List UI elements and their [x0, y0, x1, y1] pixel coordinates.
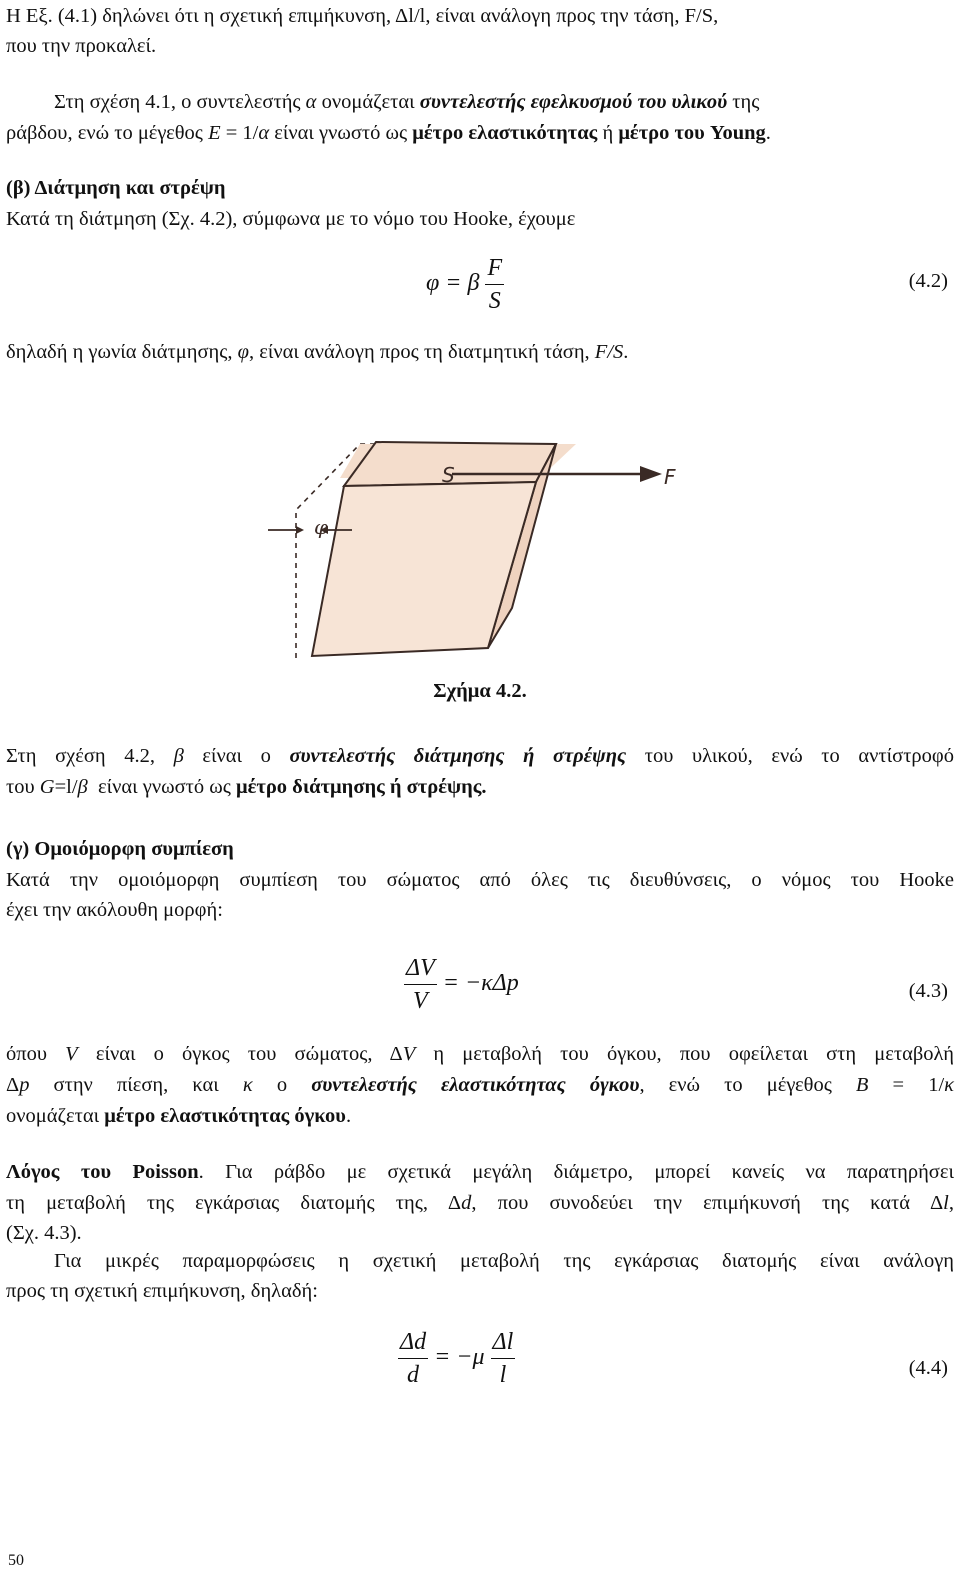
- term-poisson-ratio: Λόγος του Poisson: [6, 1161, 199, 1183]
- equation-4-3: [404, 952, 519, 1017]
- phi-arrowhead-left: [296, 526, 304, 534]
- p3-line2: [6, 773, 954, 801]
- p2-line2: [6, 119, 954, 147]
- p1-line1-text: Η Εξ. (4.1) δηλώνει ότι η σχετική επιμήκυνση, Δl/l, είναι ανάλογη προς την τάση, F/S,: [6, 5, 719, 27]
- text: είναι γνωστό ως: [87, 776, 236, 798]
- poisson-line5: προς τη σχετική επιμήκυνση, δηλαδή:: [6, 1280, 318, 1302]
- poisson-line4: Για μικρές παραμορφώσεις η σχετική μεταβολή της εγκάρσιας διατομής είναι ανάλογη: [54, 1250, 954, 1272]
- eq-4-2-denominator: S: [488, 288, 501, 314]
- B-symbol: B: [855, 1074, 869, 1096]
- p4-line2: [6, 1071, 954, 1099]
- block-front-face: [312, 482, 536, 656]
- text: είναι ο: [183, 745, 290, 767]
- text: Δ: [6, 1074, 20, 1096]
- beta-symbol: β: [77, 776, 88, 798]
- section-c-heading: (γ) Ομοιόμορφη συμπίεση: [6, 838, 234, 860]
- term-bulk-modulus: μέτρο ελαστικότητας όγκου: [104, 1105, 346, 1127]
- p1-line2-text: που την προκαλεί.: [6, 35, 157, 57]
- E-symbol: E: [208, 122, 221, 144]
- equation-4-4: [398, 1326, 515, 1391]
- label-S: S: [442, 463, 455, 487]
- p2-line1: [54, 88, 954, 116]
- text: ,: [948, 1192, 954, 1214]
- p2-text: ράβδου, ενώ το μέγεθος: [6, 122, 209, 144]
- text: , ενώ το μέγεθος: [639, 1074, 856, 1096]
- poisson-line3: (Σχ. 4.3).: [6, 1222, 82, 1244]
- term-tensile-coefficient: συντελεστής εφελκυσμού του υλικού: [419, 91, 728, 113]
- kappa-symbol: κ: [944, 1074, 955, 1096]
- text: όπου: [6, 1043, 66, 1065]
- F-over-S: F/S: [594, 341, 624, 363]
- p2-text: = 1/: [220, 122, 259, 144]
- text: .: [345, 1105, 352, 1127]
- text: , που συνοδεύει την επιμήκυνσή της κατά Δ: [471, 1192, 944, 1214]
- term-young-modulus: μέτρο του Young: [618, 122, 766, 144]
- text: δηλαδή η γωνία διάτμησης,: [6, 341, 238, 363]
- eq-4-4-label: (4.4): [908, 1357, 948, 1379]
- beta-symbol: β: [173, 745, 184, 767]
- eq-4-3-rhs: = −κΔp: [442, 970, 519, 997]
- p2-text: ονομάζεται: [316, 91, 420, 113]
- eq-4-4-denominator-right: l: [499, 1362, 507, 1388]
- term-bulk-coefficient: συντελεστής ελαστικότητας όγκου: [311, 1074, 640, 1096]
- equation-4-2: [426, 252, 504, 317]
- poisson-line2: [6, 1189, 954, 1217]
- G-symbol: G: [39, 776, 55, 798]
- p1-line2: [6, 32, 954, 60]
- section-b-intro: Κατά τη διάτμηση (Σχ. 4.2), σύμφωνα με το νόμο του Hooke, έχουμε: [6, 208, 576, 230]
- text: του: [6, 776, 40, 798]
- text: Στη σχέση 4.2,: [6, 745, 174, 767]
- eq-4-4-numerator-right: Δl: [491, 1326, 516, 1359]
- text: , είναι ανάλογη προς τη διατμητική τάση,: [248, 341, 595, 363]
- phi-symbol: φ: [237, 341, 249, 363]
- l-symbol: l: [943, 1192, 949, 1214]
- force-arrow-head: [640, 466, 662, 482]
- alpha-symbol: α: [305, 91, 317, 113]
- label-phi: φ: [314, 515, 329, 539]
- section-c-line1: Κατά την ομοιόμορφη συμπίεση του σώματος από όλες τις διευθύνσεις, ο νόμος του Hooke: [6, 869, 954, 891]
- text: ο: [252, 1074, 312, 1096]
- text: του υλικού, ενώ το αντίστροφό: [626, 745, 954, 767]
- eq-4-3-numerator: ΔV: [404, 952, 437, 985]
- p3-line1: [6, 742, 954, 770]
- alpha-symbol: α: [258, 122, 270, 144]
- eq-4-2-fraction: [485, 252, 504, 317]
- p4-line1: [6, 1040, 954, 1068]
- term-shear-modulus: μέτρο διάτμησης ή στρέψης.: [236, 776, 487, 798]
- text: τη μεταβολή της εγκάρσιας διατομής της, Δ: [6, 1192, 462, 1214]
- d-symbol: d: [461, 1192, 472, 1214]
- p2-text: ή: [597, 122, 619, 144]
- p2-text: της: [727, 91, 760, 113]
- text: . Για ράβδο με σχετικά μεγάλη διάμετρο, μπορεί κανείς να παρατηρήσει: [198, 1161, 954, 1183]
- eq-4-2-label: (4.2): [908, 270, 948, 292]
- eq-4-4-fraction-right: [491, 1326, 516, 1391]
- shear-figure: [256, 430, 716, 670]
- eq-4-3-label: (4.3): [908, 980, 948, 1002]
- p4-line3: [6, 1102, 954, 1130]
- text: στην πίεση, και: [29, 1074, 243, 1096]
- eq-4-3-fraction: [404, 952, 437, 1017]
- term-shear-coefficient: συντελεστής διάτμησης ή στρέψης: [289, 745, 627, 767]
- text: είναι ο όγκος του σώματος, Δ: [77, 1043, 403, 1065]
- page-number: 50: [8, 1552, 24, 1569]
- eq-4-4-numerator-left: Δd: [398, 1326, 428, 1359]
- V-symbol: V: [402, 1043, 416, 1065]
- eq-4-4-middle: = −μ: [434, 1344, 485, 1371]
- p-symbol: p: [19, 1074, 30, 1096]
- text: =l/: [54, 776, 78, 798]
- text: = 1/: [868, 1074, 945, 1096]
- label-F: F: [664, 465, 676, 489]
- eq-4-3-denominator: V: [413, 988, 428, 1014]
- section-c-line2: έχει την ακόλουθη μορφή:: [6, 899, 223, 921]
- eq-4-4-denominator-left: d: [407, 1362, 420, 1388]
- p2-text: είναι γνωστό ως: [269, 122, 413, 144]
- eq-4-2-numerator: F: [485, 252, 504, 285]
- term-elastic-modulus: μέτρο ελαστικότητας: [412, 122, 598, 144]
- eq-4-4-fraction-left: [398, 1326, 428, 1391]
- p2-text: .: [765, 122, 771, 144]
- poisson-line1: [6, 1158, 954, 1186]
- section-b-after: [6, 338, 954, 366]
- kappa-symbol: κ: [242, 1074, 253, 1096]
- p1-line1: [6, 2, 954, 30]
- eq-4-2-lhs: φ = β: [426, 270, 480, 297]
- text: ονομάζεται: [6, 1105, 105, 1127]
- figure-caption: Σχήμα 4.2.: [433, 680, 527, 702]
- text: η μεταβολή του όγκου, που οφείλεται στη μεταβολή: [415, 1043, 955, 1065]
- section-b-heading: (β) Διάτμηση και στρέψη: [6, 177, 226, 199]
- p2-text: Στη σχέση 4.1, ο συντελεστής: [54, 91, 306, 113]
- V-symbol: V: [65, 1043, 78, 1065]
- text: .: [623, 341, 629, 363]
